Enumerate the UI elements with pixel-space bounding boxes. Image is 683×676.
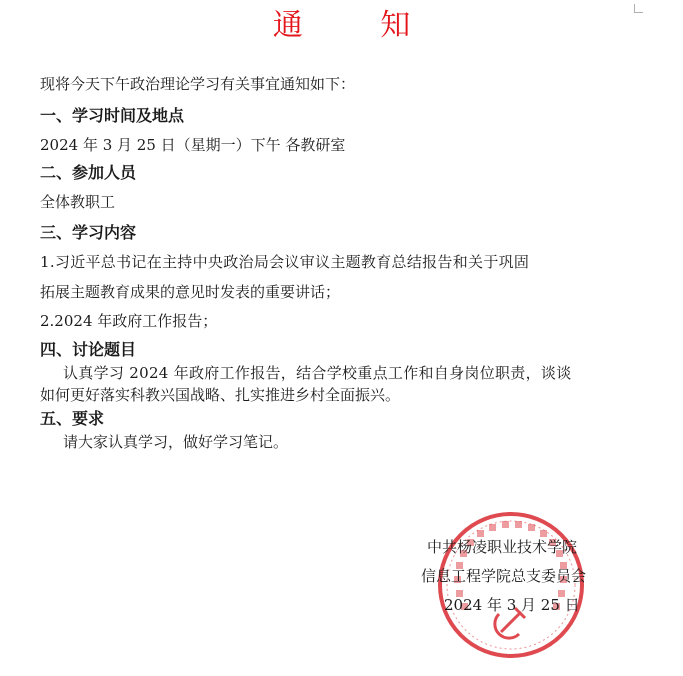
signature-dept: 信息工程学院总支委员会 — [421, 567, 587, 585]
signature-org: 中共杨凌职业技术学院 — [427, 538, 578, 556]
intro-text: 现将今天下午政治理论学习有关事宜通知如下： — [40, 75, 356, 93]
signature-date: 2024 年 3 月 25 日 — [444, 596, 580, 614]
section-4-line-2: 如何更好落实科教兴国战略、扎实推进乡村全面振兴。 — [40, 386, 401, 404]
section-2-heading: 二、参加人员 — [40, 163, 137, 182]
section-3-line-1: 1.习近平总书记在主持中央政治局会议审议主题教育总结报告和关于巩固 — [40, 253, 530, 271]
notice-title: 通 知 — [272, 8, 445, 43]
section-5-heading: 五、要求 — [40, 409, 105, 428]
section-3-heading: 三、学习内容 — [40, 223, 137, 242]
section-3-line-3: 2.2024 年政府工作报告； — [40, 312, 218, 330]
section-3-line-2: 拓展主题教育成果的意见时发表的重要讲话； — [40, 283, 341, 301]
section-4-line-1: 认真学习 2024 年政府工作报告，结合学校重点工作和自身岗位职责，谈谈 — [63, 364, 572, 382]
section-1-line: 2024 年 3 月 25 日（星期一）下午 各教研室 — [40, 136, 346, 154]
section-5-line: 请大家认真学习，做好学习笔记。 — [63, 433, 289, 451]
section-2-line: 全体教职工 — [40, 193, 116, 211]
section-4-heading: 四、讨论题目 — [40, 340, 137, 359]
section-1-heading: 一、学习时间及地点 — [40, 106, 185, 125]
